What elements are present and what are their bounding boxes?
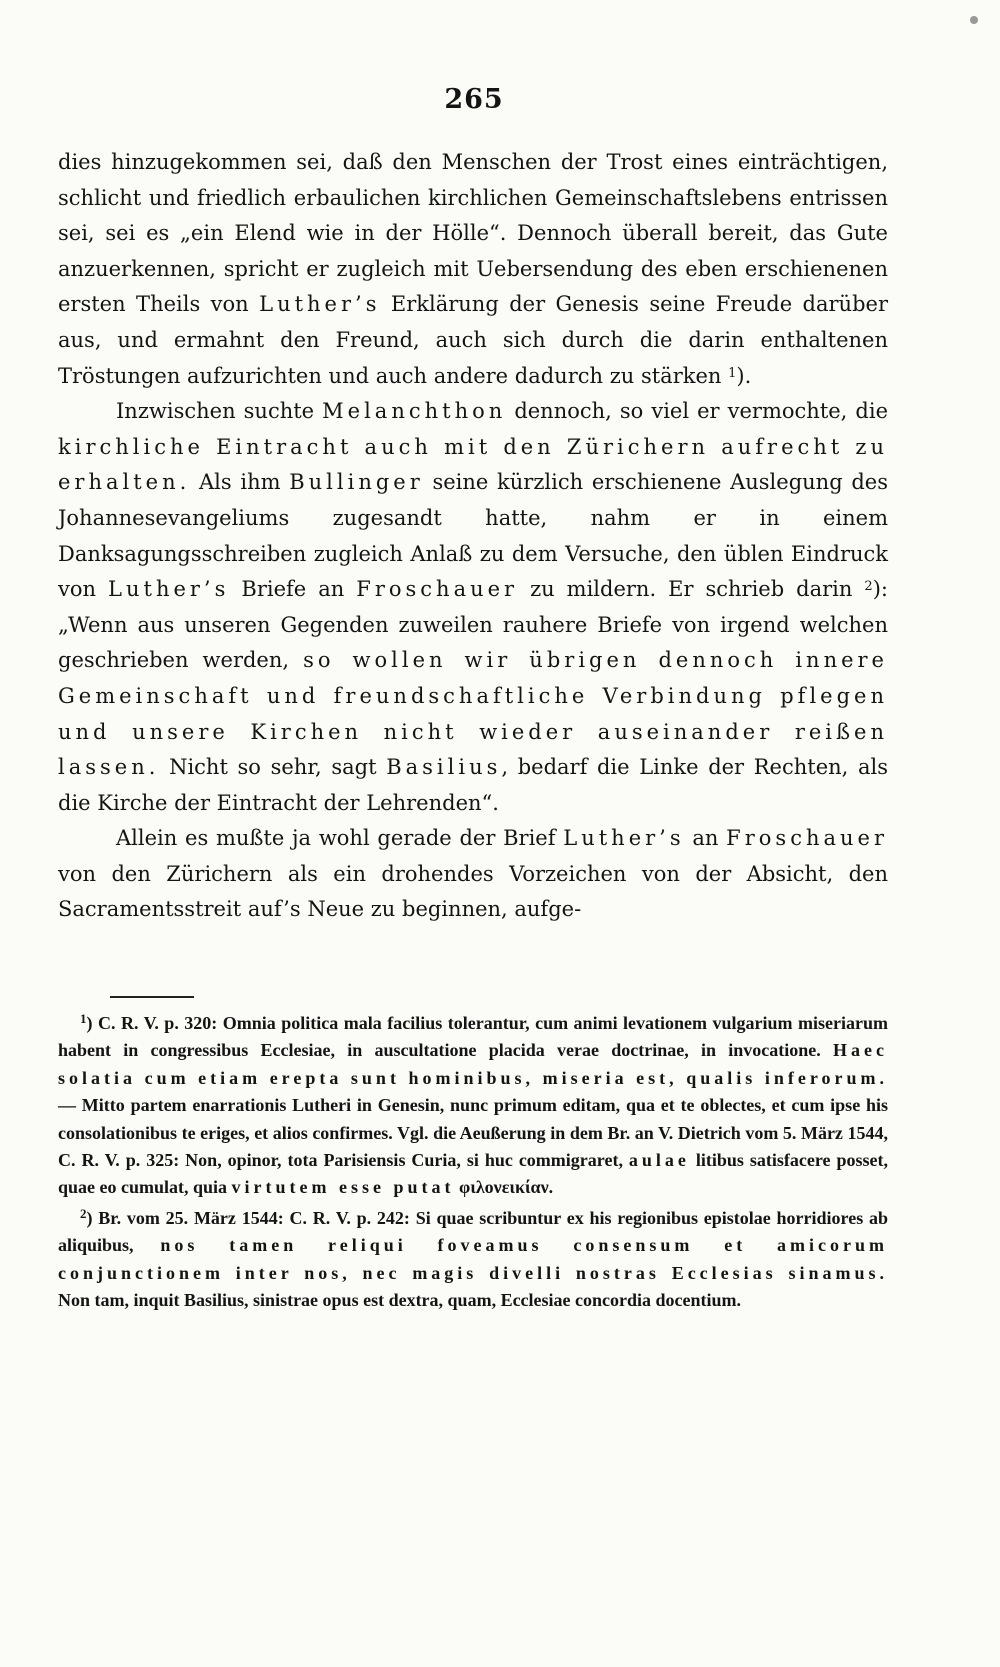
text-run: Nicht so sehr, sagt [159, 755, 387, 780]
paragraph-3 [58, 821, 888, 928]
name-froschauer: Froschauer [726, 826, 888, 851]
footnote-ref-1[interactable]: 1 [728, 365, 737, 381]
emphasized-text: aulae [628, 1150, 690, 1171]
footnote-divider [110, 996, 194, 998]
name-luther: Luther’s [259, 292, 381, 317]
text-run: an [684, 826, 727, 851]
emphasized-text: nos tamen reliqui foveamus consensum et amicorum conjunctionem inter nos, nec magis divelli nostras Ecclesias sinamus. [58, 1235, 888, 1283]
name-froschauer: Froschauer [356, 577, 519, 602]
text-run: Als ihm [190, 470, 290, 495]
text-run: ). [736, 363, 752, 388]
footnote-ref-2[interactable]: 2 [864, 579, 873, 595]
text-run: — Mitto partem enarrationis Lutheri in Genesin, nunc primum editam, qua et te oblectes, et cum ipse his consolationibus te eriges, et alios confirmes. Vgl. die Aeußerung in dem Br. an [58, 1095, 888, 1143]
text-run: Non tam, inquit Basilius, sinistrae opus est dextra, quam, Ecclesiae concordia docentium. [58, 1290, 742, 1311]
text-run: , bedarf die Linke der Rechten, als die Kirche der Eintracht der Lehrenden“. [58, 755, 888, 815]
name-melanchthon: Melanchthon [322, 399, 507, 424]
name-dietrich: V. Dietrich [658, 1122, 741, 1143]
text-run: dennoch, so viel er vermochte, die [506, 399, 888, 424]
page-number: 265 [444, 84, 504, 115]
scan-dot [970, 16, 978, 24]
emphasized-text: Haec solatia cum etiam erepta sunt hominibus, miseria est, qualis inferorum. [58, 1040, 888, 1088]
text-run: dies hinzugekommen sei, daß den Menschen der Trost eines einträchtigen, schlicht und friedlich erbaulichen kirchlichen Gemeinschaftslebens entrissen sei, sei es „ein Elend wie in der Hölle“. Dennoch überall bereit, das Gute anzuerkennen, spricht er zugleich mit Uebersendung des eben erschienenen ersten Theils von [58, 150, 888, 317]
text-run: litibus satisfacere posset, quae eo cumulat, quia [58, 1150, 888, 1198]
name-luther: Luther’s [108, 577, 230, 602]
text-run: zu mildern. Er schrieb darin [518, 577, 865, 602]
text-run: ): „Wenn aus unseren Gegenden zuweilen rauhere Briefe von irgend welchen geschrieben werden, [58, 577, 888, 673]
emphasized-text: kirchliche Eintracht auch mit den Zürichern aufrecht zu erhalten. [58, 434, 888, 495]
footnote-1 [58, 1010, 888, 1202]
text-run: Inzwischen suchte [116, 399, 323, 424]
text-run: von den Zürichern als ein drohendes Vorzeichen von der Absicht, den Sacramentsstreit auf’s Neue zu beginnen, aufge- [58, 861, 888, 922]
footnote-2 [58, 1205, 888, 1315]
footnote-mark: 1 [80, 1011, 87, 1026]
footnote-mark: 2 [80, 1205, 87, 1221]
text-run: Erklärung der Genesis seine Freude darüber aus, und ermahnt den Freund, auch sich durch die darin enthaltenen Tröstungen aufzurichten und auch andere dadurch zu stärken [58, 292, 888, 388]
name-basilius: Basilius [386, 755, 502, 780]
footnotes [58, 1010, 888, 1314]
name-luther: Luther’s [563, 826, 685, 851]
text-run: ) Br. vom 25. März 1544: C. R. V. p. 242: Si quae scribuntur ex his regionibus epistolae horridiores ab aliquibus, [58, 1207, 888, 1256]
text-run: Allein es mußte ja wohl gerade der Brief [116, 826, 564, 851]
text-run: vom 5. März 1544, C. R. V. p. 325: Non, opinor, tota Parisiensis Curia, si huc commigraret, [58, 1122, 888, 1171]
text-run: Briefe an [229, 577, 357, 602]
emphasized-text: virtutem esse putat [231, 1177, 455, 1198]
paragraph-2 [58, 394, 888, 821]
emphasized-text: so wollen wir übrigen dennoch innere Gemeinschaft und freundschaftliche Verbindung pflegen und unsere Kirchen nicht wieder auseinander reißen lassen. [58, 648, 888, 780]
text-run: seine kürzlich erschienene Auslegung des Johannesevangeliums zugesandt hatte, nahm er in einem Danksagungsschreiben zugleich Anlaß zu dem Versuche, den üblen Eindruck von [58, 470, 888, 602]
main-text [58, 145, 888, 928]
text-run: ) C. R. V. p. 320: Omnia politica mala facilius tolerantur, cum animi levationem vulgarium miseriarum habent in congressibus Ecclesiae, in auscultatione placida verae doctrinae, in invocatione. [58, 1013, 888, 1061]
name-bullinger: Bullinger [289, 470, 424, 495]
greek-word: φιλονεικίαν. [454, 1177, 554, 1198]
paragraph-1 [58, 145, 888, 394]
